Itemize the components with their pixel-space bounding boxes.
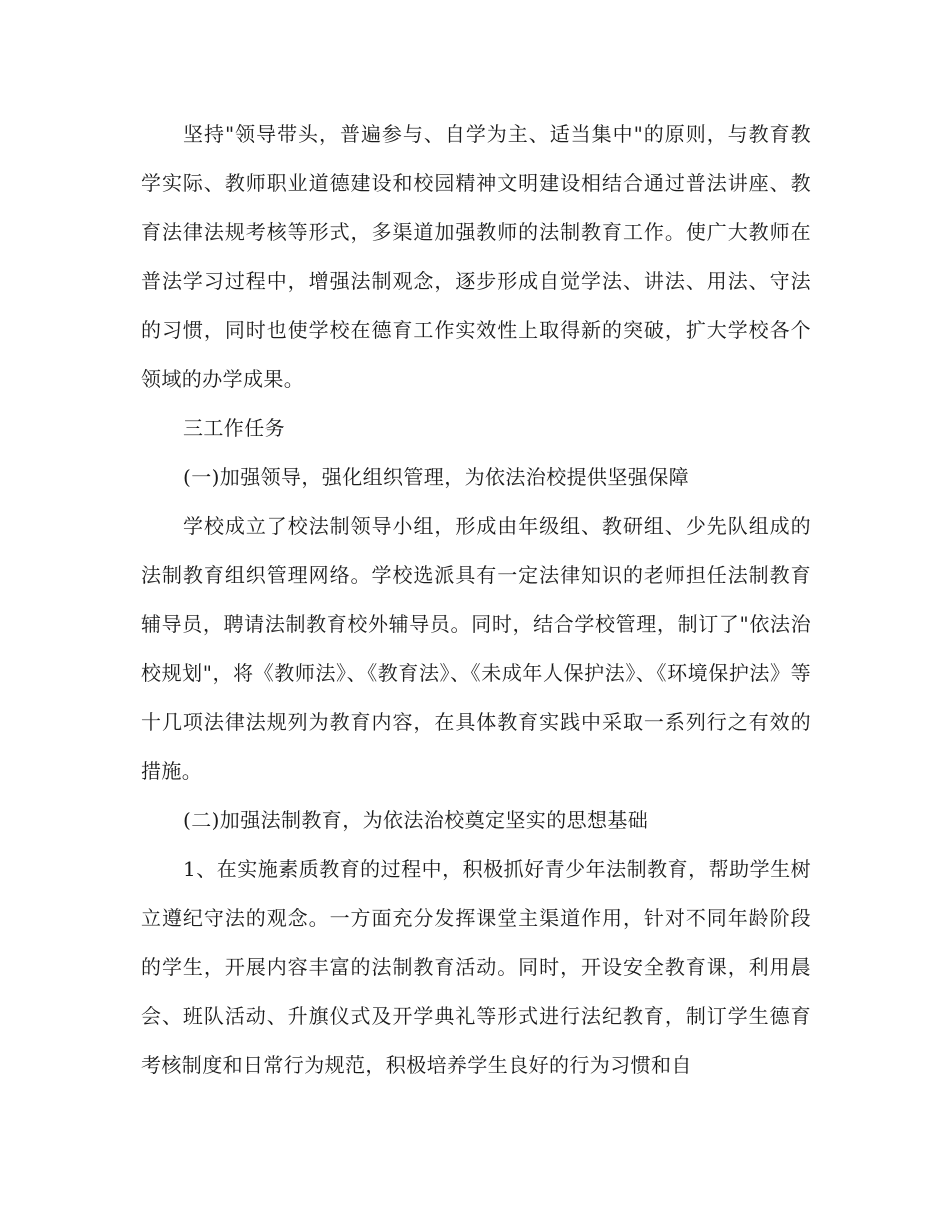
subsection-heading-2: (二)加强法制教育，为依法治校奠定坚实的思想基础 bbox=[183, 808, 649, 832]
subsection-heading-1: (一)加强领导，强化组织管理，为依法治校提供坚强保障 bbox=[183, 465, 690, 489]
paragraph-item-1: 1、在实施素质教育的过程中，积极抓好青少年法制教育，帮助学生树立遵纪守法的观念。一方面充分发挥课堂主渠道作用，针对不同年龄阶段的学生，开展内容丰富的法制教育活动。同时，开设安全教育课，利用晨会、班队活动、升旗仪式及开学典礼等形式进行法纪教育，制订学生德育考核制度和日常行为规范，积极培养学生良好的行为习惯和自 bbox=[141, 857, 811, 1077]
document-body bbox=[141, 110, 811, 1090]
paragraph-principle: 坚持"领导带头，普遍参与、自学为主、适当集中"的原则，与教育教学实际、教师职业道德建设和校园精神文明建设相结合通过普法讲座、教育法律法规考核等形式，多渠道加强教师的法制教育工作。使广大教师在普法学习过程中，增强法制观念，逐步形成自觉学法、讲法、用法、守法的习惯，同时也使学校在德育工作实效性上取得新的突破，扩大学校各个领域的办学成果。 bbox=[141, 122, 811, 391]
section-heading-tasks: 三工作任务 bbox=[183, 416, 285, 440]
paragraph-leadership: 学校成立了校法制领导小组，形成由年级组、教研组、少先队组成的法制教育组织管理网络。学校选派具有一定法律知识的老师担任法制教育辅导员，聘请法制教育校外辅导员。同时，结合学校管理，制订了"依法治校规划"，将《教师法》、《教育法》、《未成年人保护法》、《环境保护法》等十几项法律法规列为教育内容，在具体教育实践中采取一系列行之有效的措施。 bbox=[141, 514, 811, 783]
